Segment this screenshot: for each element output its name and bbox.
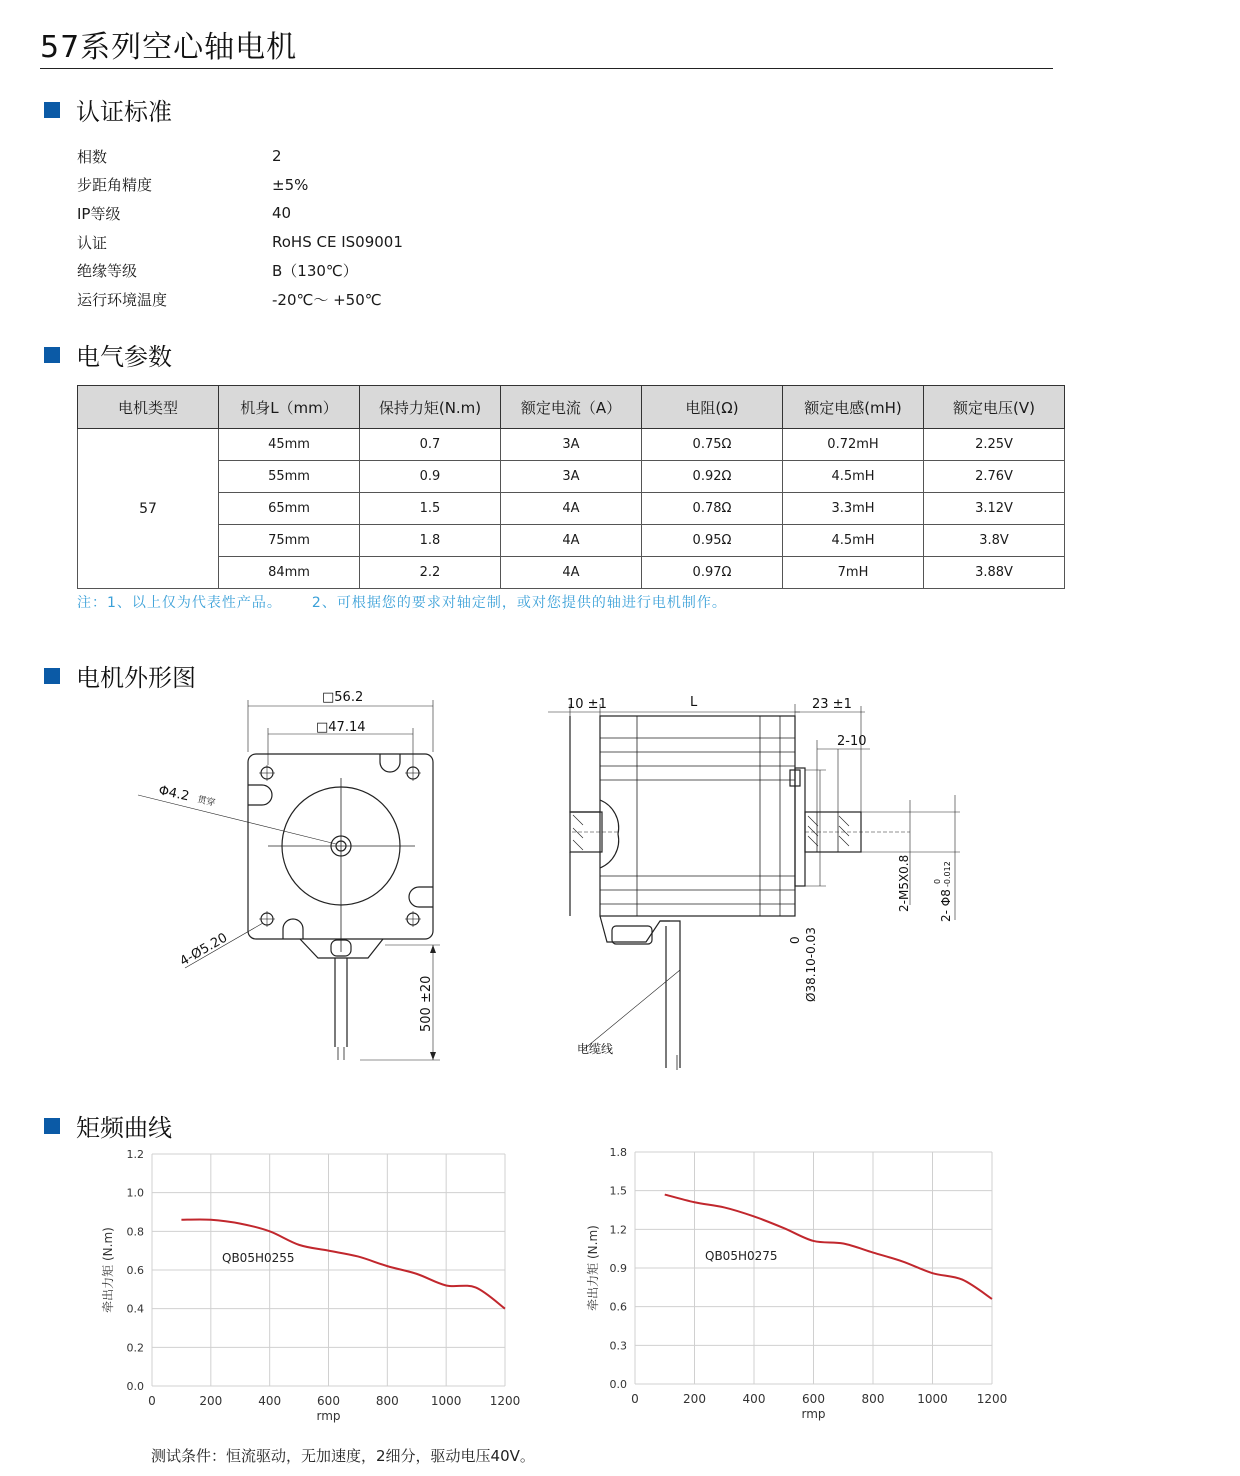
cable-label: 电缆线 [577, 1042, 614, 1056]
dim-front-shaft: 23 ±1 [812, 697, 852, 712]
table-cell: 3A [501, 429, 642, 461]
x-tick-label: 600 [317, 1394, 340, 1408]
x-tick-label: 0 [631, 1392, 639, 1406]
spec-label: 绝缘等级 [77, 262, 138, 281]
dim-hole: Φ4.2 [157, 783, 191, 805]
x-tick-label: 1200 [489, 1394, 521, 1408]
table-cell: 3.88V [924, 557, 1065, 589]
spec-label: IP等级 [77, 204, 121, 223]
x-tick-label: 1200 [976, 1392, 1008, 1406]
table-cell: 4.5mH [783, 525, 924, 557]
table-cell: 3.8V [924, 525, 1065, 557]
table-cell: 0.72mH [783, 429, 924, 461]
y-tick-label: 0.8 [126, 1225, 144, 1239]
side-body [600, 716, 795, 916]
table-header: 额定电感(mH) [783, 386, 924, 429]
x-tick-label: 1000 [917, 1392, 948, 1406]
x-tick-label: 0 [148, 1394, 156, 1408]
x-tick-label: 400 [258, 1394, 282, 1408]
table-cell: 1.8 [360, 525, 501, 557]
model-label: QB05H0275 [705, 1249, 778, 1263]
dim-body-length: L [690, 695, 698, 710]
table-cell: 1.5 [360, 493, 501, 525]
dim-bore-upper: 0 [933, 878, 942, 884]
table-cell: 4A [501, 525, 642, 557]
dim-hole-note: 贯穿 [196, 795, 217, 809]
x-tick-label: 400 [742, 1392, 766, 1406]
spec-label: 运行环境温度 [77, 290, 168, 309]
section-outline-title: 电机外形图 [76, 664, 196, 692]
dim-rear-shaft: 10 ±1 [567, 697, 607, 712]
lead-outlet [300, 939, 383, 958]
y-tick-label: 1.2 [609, 1223, 627, 1237]
y-tick-label: 0.3 [609, 1339, 627, 1353]
table-cell: 0.95Ω [642, 525, 783, 557]
table-cell: 2.76V [924, 461, 1065, 493]
x-tick-label: 800 [375, 1394, 399, 1408]
x-tick-label: 200 [199, 1394, 223, 1408]
front-flange [248, 754, 433, 939]
spec-value: 40 [272, 204, 292, 223]
torque-chart-2 [580, 1140, 1020, 1430]
y-tick-label: 1.2 [126, 1148, 144, 1161]
y-tick-label: 1.0 [126, 1186, 144, 1200]
table-cell: 0.7 [360, 429, 501, 461]
table-cell: 55mm [219, 461, 360, 493]
y-tick-label: 0.0 [609, 1378, 627, 1391]
torque-chart-1 [95, 1140, 535, 1430]
table-cell: 0.97Ω [642, 557, 783, 589]
table-cell: 0.75Ω [642, 429, 783, 461]
y-tick-label: 1.5 [609, 1184, 627, 1198]
spec-label: 步距角精度 [77, 176, 153, 195]
dim-inner: □47.14 [316, 720, 366, 735]
table-cell: 4A [501, 493, 642, 525]
spec-value: RoHS CE IS09001 [272, 233, 403, 252]
table-cell: 84mm [219, 557, 360, 589]
dim-outer: □56.2 [322, 690, 364, 705]
x-tick-label: 200 [683, 1392, 706, 1406]
dim-pilot: Ø38.10-0.03 [804, 927, 818, 1002]
table-cell: 0.9 [360, 461, 501, 493]
dim-bore: 2- Φ8 [939, 889, 953, 922]
x-tick-label: 800 [861, 1392, 885, 1406]
page-title: 57系列空心轴电机 [40, 30, 298, 65]
x-axis-label: rmp [801, 1407, 826, 1421]
table-header: 机身L（mm） [219, 386, 360, 429]
table-cell: 0.78Ω [642, 493, 783, 525]
spec-value: -20℃～ +50℃ [272, 290, 382, 309]
spec-value: 2 [272, 147, 282, 166]
spec-value: ±5% [272, 175, 309, 194]
motor-type-cell: 57 [78, 429, 219, 589]
y-tick-label: 0.6 [609, 1300, 627, 1314]
section-cert-title: 认证标准 [76, 98, 172, 126]
note-item: 2、可根据您的要求对轴定制，或对您提供的轴进行电机制作。 [311, 595, 727, 611]
dim-thread: 2-M5X0.8 [897, 854, 911, 912]
table-header: 额定电流（A） [501, 386, 642, 429]
y-tick-label: 0.9 [609, 1262, 627, 1275]
section-curve-title: 矩频曲线 [76, 1114, 172, 1142]
y-axis-label: 牵出力矩 (N.m) [586, 1225, 600, 1311]
y-tick-label: 0.6 [126, 1264, 144, 1277]
section-bullet-icon [44, 1118, 60, 1134]
table-header: 电阻(Ω) [642, 386, 783, 429]
y-tick-label: 0.2 [126, 1341, 144, 1355]
dim-thread-depth: 2-10 [837, 734, 867, 749]
section-curve [44, 1108, 172, 1143]
x-tick-label: 600 [802, 1392, 825, 1406]
x-axis-label: rmp [316, 1409, 341, 1423]
test-condition: 测试条件：恒流驱动，无加速度，2细分，驱动电压40V。 [151, 1447, 535, 1465]
y-axis-label: 牵出力矩 (N.m) [101, 1227, 115, 1313]
table-cell: 4A [501, 557, 642, 589]
spec-label: 相数 [77, 147, 108, 166]
table-cell: 2.2 [360, 557, 501, 589]
table-cell: 3.3mH [783, 493, 924, 525]
table-header: 额定电压(V) [924, 386, 1065, 429]
y-tick-label: 0.0 [126, 1380, 144, 1393]
dim-bore-lower: -0.012 [943, 861, 952, 887]
table-header: 保持力矩(N.m) [360, 386, 501, 429]
note-item: 注：1、以上仅为代表性产品。 [77, 595, 282, 611]
dim-pilot-top: 0 [788, 936, 802, 944]
table-cell: 4.5mH [783, 461, 924, 493]
table-cell: 45mm [219, 429, 360, 461]
spec-value: B（130℃） [272, 262, 358, 281]
table-cell: 7mH [783, 557, 924, 589]
table-cell: 65mm [219, 493, 360, 525]
x-tick-label: 1000 [430, 1394, 462, 1408]
dim-lead: 500 ±20 [419, 975, 434, 1032]
table-cell: 0.92Ω [642, 461, 783, 493]
section-electrical-title: 电气参数 [76, 343, 172, 371]
table-header: 电机类型 [78, 386, 219, 429]
table-cell: 3.12V [924, 493, 1065, 525]
torque-curve-line [665, 1195, 992, 1299]
table-cell: 75mm [219, 525, 360, 557]
table-cell: 2.25V [924, 429, 1065, 461]
model-label: QB05H0255 [222, 1251, 295, 1265]
y-tick-label: 0.4 [126, 1302, 144, 1316]
table-cell: 3A [501, 461, 642, 493]
spec-label: 认证 [77, 233, 108, 252]
dim-mount: 4-Ø5.20 [177, 930, 231, 970]
y-tick-label: 1.8 [609, 1146, 627, 1159]
